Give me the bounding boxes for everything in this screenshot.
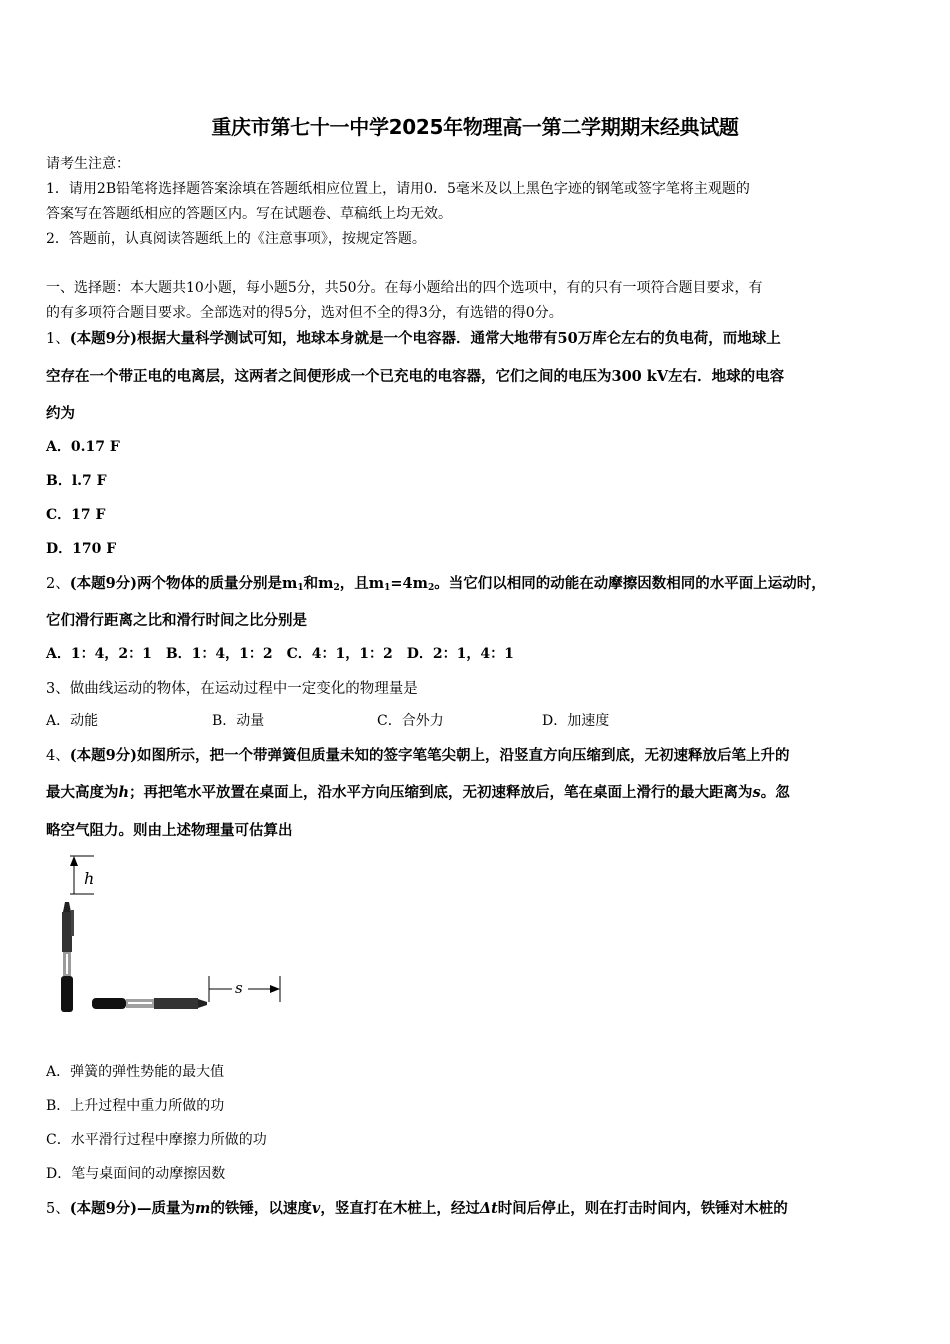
question-text: 如图所示，把一个带弹簧但质量未知的签字笔笔尖朝上，沿竖直方向压缩到底，无初速释放后笔上升的 <box>137 747 790 764</box>
question-text: ；再把笔水平放置在桌面上，沿水平方向压缩到底，无初速释放后，笔在桌面上滑行的最大距离为 <box>129 784 753 801</box>
question-3-option-d: D．加速度 <box>542 713 610 729</box>
h-arrow-icon <box>70 856 78 866</box>
section-instructions-1: 一、选择题：本大题共10小题，每小题5分，共50分。在每小题给出的四个选项中，有的只有一项符合题目要求，有 <box>46 280 763 296</box>
question-score: (本题9分) <box>69 330 138 347</box>
question-4-line-1 <box>46 744 790 765</box>
question-1-line-1 <box>46 327 781 348</box>
question-score: (本题9分) <box>69 575 138 592</box>
question-4-option-d: D．笔与桌面间的动摩擦因数 <box>46 1166 226 1182</box>
variable-m: m <box>195 1200 211 1217</box>
question-text: 和m <box>303 575 334 592</box>
question-text: 两个物体的质量分别是m <box>137 575 298 592</box>
subscript: 2 <box>333 583 340 593</box>
question-1-line-3: 约为 <box>46 405 75 422</box>
question-3-option-a: A．动能 <box>46 713 99 729</box>
question-1-line-2: 空存在一个带正电的电离层，这两者之间便形成一个已充电的电容器，它们之间的电压为300 kV左右．地球的电容 <box>46 368 785 385</box>
subscript: 1 <box>297 583 304 593</box>
question-text: 。当它们以相同的动能在动摩擦因数相同的水平面上运动时， <box>434 575 826 592</box>
question-4-line-3: 略空气阻力。则由上述物理量可估算出 <box>46 822 293 839</box>
vertical-pen-icon <box>61 902 74 1012</box>
question-number: 2、 <box>46 576 70 592</box>
question-1-option-c: C．17 F <box>46 507 106 523</box>
question-4-option-a: A．弹簧的弹性势能的最大值 <box>46 1064 225 1080</box>
question-4-option-c: C．水平滑行过程中摩擦力所做的功 <box>46 1132 267 1148</box>
question-number: 1、 <box>46 331 70 347</box>
question-1-option-b: B．l.7 F <box>46 473 107 489</box>
page-title: 重庆市第七十一中学2025年物理高一第二学期期末经典试题 <box>211 115 739 139</box>
question-1-option-a: A．0.17 F <box>46 439 120 455</box>
variable-s: s <box>752 784 761 801</box>
question-2-options: A．1：4，2：1 B．1：4，1：2 C．4：1，1：2 D．2：1，4：1 <box>46 646 514 662</box>
question-3-text: 3、做曲线运动的物体，在运动过程中一定变化的物理量是 <box>46 681 418 697</box>
variable-h: h <box>118 784 130 801</box>
s-arrow-icon <box>270 985 280 993</box>
question-text: ，竖直打在木桩上，经过 <box>320 1200 480 1217</box>
subscript: 2 <box>427 583 435 593</box>
horizontal-pen-icon <box>92 998 207 1009</box>
question-3-option-c: C．合外力 <box>377 713 444 729</box>
question-score: (本题9分) <box>69 747 138 764</box>
question-2-line-2: 它们滑行距离之比和滑行时间之比分别是 <box>46 612 307 629</box>
variable-v: v <box>311 1200 321 1217</box>
question-text: 。忽 <box>760 784 790 801</box>
notice-line-2: 2．答题前，认真阅读答题纸上的《注意事项》，按规定答题。 <box>46 231 426 247</box>
question-text: 时间后停止，则在打击时间内，铁锤对木桩的 <box>497 1200 788 1217</box>
notice-line-1: 1．请用2B铅笔将选择题答案涂填在答题纸相应位置上，请用0．5毫米及以上黑色字迹的钢笔或签字笔将主观题的 <box>46 181 750 197</box>
notice-heading: 请考生注意： <box>46 156 130 172</box>
pen-diagram <box>52 852 292 1017</box>
question-text: 根据大量科学测试可知，地球本身就是一个电容器．通常大地带有50万库仑左右的负电荷，而地球上 <box>137 330 781 347</box>
subscript: 1 <box>384 583 391 593</box>
section-instructions-2: 的有多项符合题目要求。全部选对的得5分，选对但不全的得3分，有选错的得0分。 <box>46 305 563 321</box>
question-number: 5、 <box>46 1201 70 1217</box>
question-score: (本题9分) <box>69 1200 138 1217</box>
question-3-option-b: B．动量 <box>212 713 265 729</box>
question-text: —质量为 <box>137 1200 196 1217</box>
h-label: h <box>84 869 95 888</box>
question-4-option-b: B．上升过程中重力所做的功 <box>46 1098 225 1114</box>
s-label: s <box>235 979 243 997</box>
question-text: 的铁锤，以速度 <box>210 1200 312 1217</box>
question-4-line-2 <box>46 781 790 802</box>
question-number: 4、 <box>46 748 70 764</box>
question-5-line-1 <box>46 1197 788 1218</box>
question-2-line-1 <box>46 572 826 593</box>
question-1-option-d: D．170 F <box>46 541 117 557</box>
variable-delta-t: Δt <box>479 1200 498 1217</box>
notice-line-1b: 答案写在答题纸相应的答题区内。写在试题卷、草稿纸上均无效。 <box>46 206 452 222</box>
question-text: ，且m <box>339 575 385 592</box>
question-text: 最大高度为 <box>46 784 119 801</box>
question-text: =4m <box>390 575 428 592</box>
